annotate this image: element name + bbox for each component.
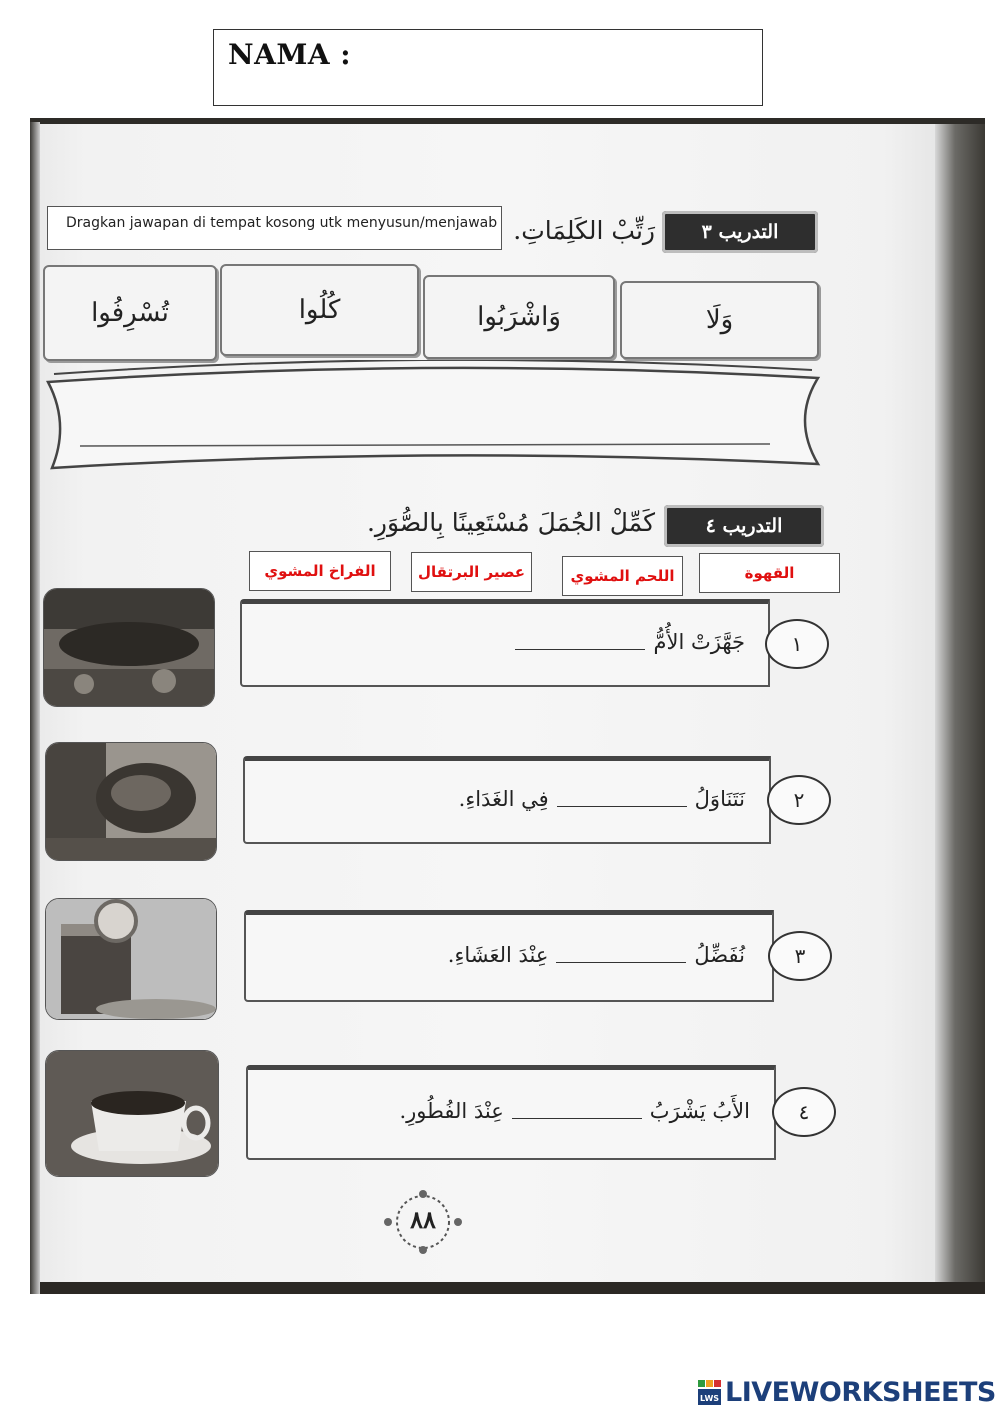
drill3-badge: التدريب ٣ [662, 211, 818, 253]
liveworksheets-logo [698, 1377, 996, 1408]
question-number: ١ [765, 619, 829, 669]
answer-chip[interactable]: عصير البرتقال [411, 552, 532, 592]
answer-drop-slot[interactable] [512, 1104, 642, 1119]
instruction-text: Dragkan jawapan di tempat kosong utk menyusun/menjawab [47, 206, 502, 250]
answer-drop-slot[interactable] [556, 948, 686, 963]
page-number: ٨٨ [410, 1205, 436, 1234]
sentence-start: جَهَّزَتْ الأُمُّ [653, 630, 745, 654]
question-number: ٢ [767, 775, 831, 825]
answer-drop-slot[interactable] [557, 792, 687, 807]
answer-chip[interactable]: القهوة [699, 553, 840, 593]
drill3-title: رَتِّبْ الكَلِمَاتِ. [513, 216, 655, 245]
page-edge-bottom [30, 1282, 985, 1294]
sentence-start: الأَبُ يَشْرَبُ [649, 1099, 750, 1123]
question-number: ٣ [768, 931, 832, 981]
page-edge-top [30, 118, 985, 124]
word-card[interactable]: تُسْرِفُوا [43, 265, 217, 361]
name-label: NAMA : [228, 38, 352, 71]
grilled-chicken-photo [45, 742, 217, 861]
sentence-start: نُفَضِّلُ [694, 943, 745, 967]
liveworksheets-icon [698, 1380, 722, 1406]
question-number: ٤ [772, 1087, 836, 1137]
roast-meat-photo [43, 588, 215, 707]
sentence-row [340, 1099, 750, 1123]
sentence-row [395, 943, 745, 967]
answer-chip[interactable]: الفراخ المشوي [249, 551, 391, 591]
sentence-row [405, 787, 745, 811]
coffee-cup-photo [45, 1050, 219, 1177]
orange-juice-photo [45, 898, 217, 1020]
brand-name: LIVEWORKSHEETS [725, 1377, 996, 1408]
answer-drop-slot[interactable] [515, 635, 645, 650]
sentence-start: نَتَنَاوَلُ [694, 787, 745, 811]
word-card[interactable]: كُلُوا [220, 264, 419, 356]
page-edge-left [30, 122, 40, 1294]
sentence-end: عِنْدَ الفُطُورِ. [399, 1099, 504, 1123]
word-card[interactable]: وَاشْرَبُوا [423, 275, 615, 359]
drill4-title: كَمِّلْ الجُمَلَ مُسْتَعِينًا بِالصُّوَرِ. [366, 508, 655, 537]
name-field[interactable] [213, 29, 763, 106]
sentence-row [455, 630, 745, 654]
sentence-end: عِنْدَ العَشَاءِ. [447, 943, 549, 967]
answer-chip[interactable]: اللحم المشوي [562, 556, 683, 596]
svg-text:LWS: LWS [699, 1393, 720, 1403]
sentence-end: فِي الغَدَاءِ. [458, 787, 549, 811]
page-edge-right [935, 122, 985, 1294]
drill4-badge: التدريب ٤ [664, 505, 824, 547]
word-card[interactable]: وَلَا [620, 281, 819, 359]
sentence-answer-ribbon[interactable] [40, 360, 825, 475]
